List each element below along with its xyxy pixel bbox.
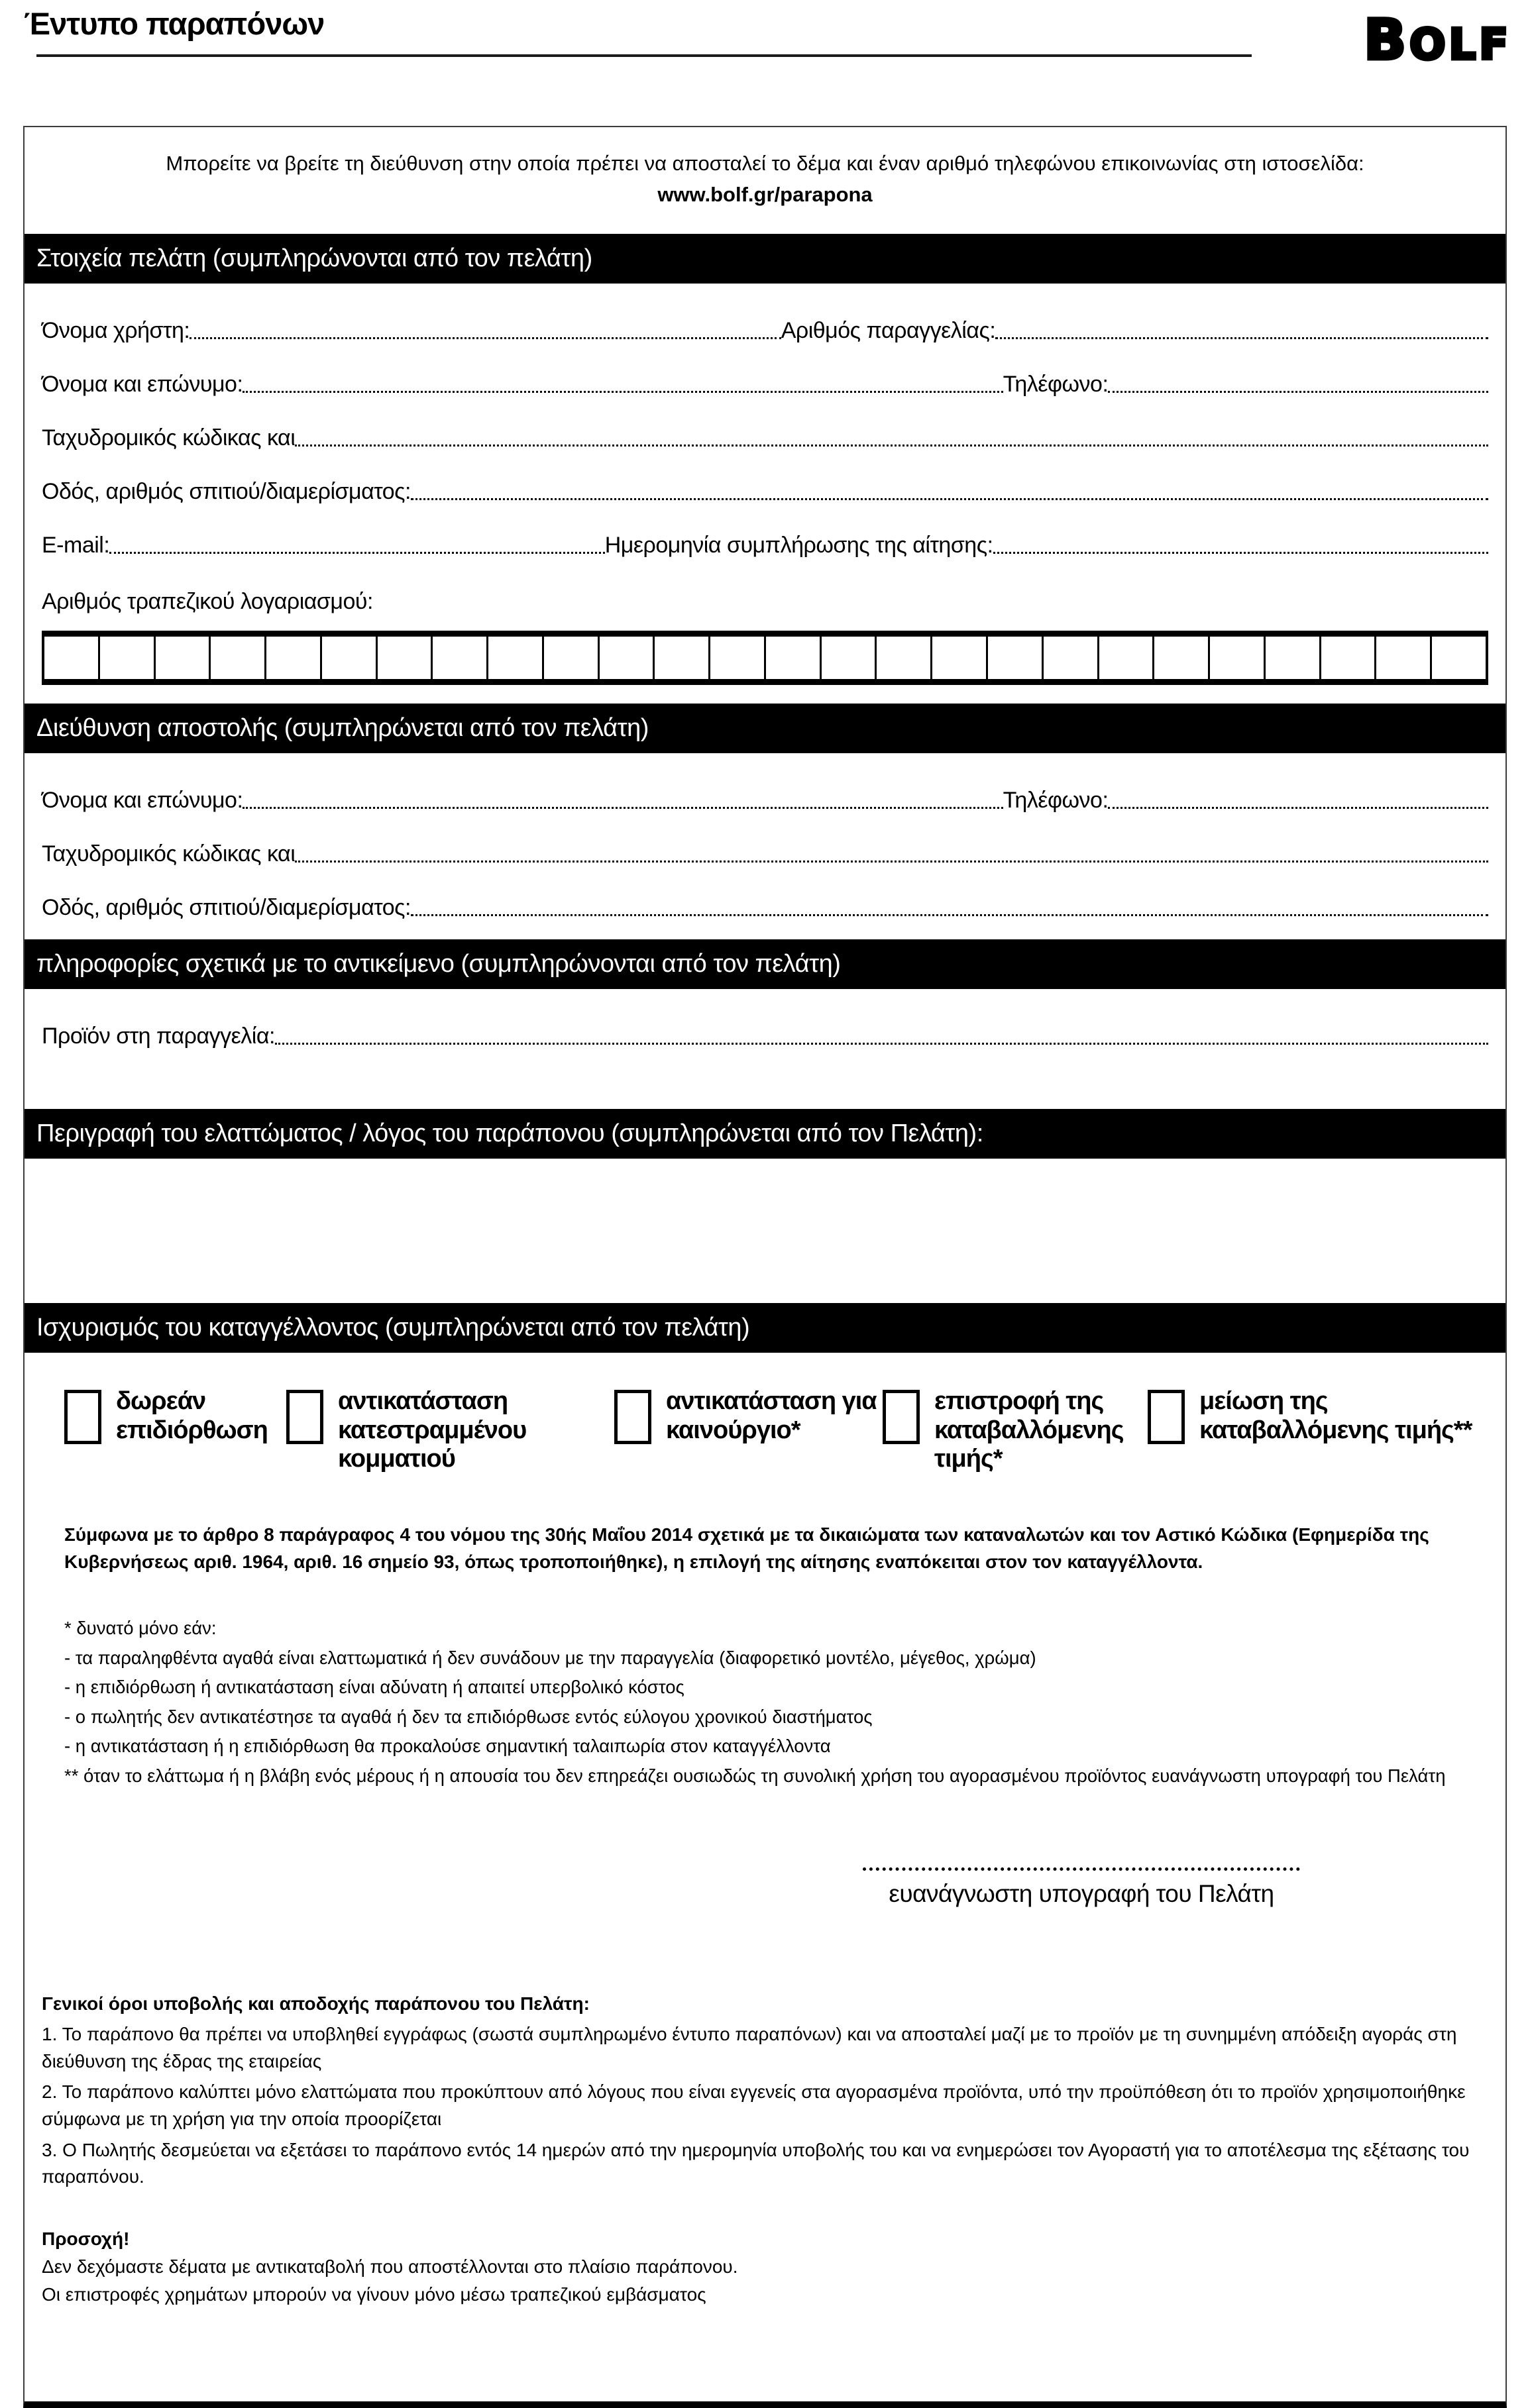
replace-damaged-checkbox[interactable] [286, 1390, 323, 1444]
row-email-date [42, 533, 1488, 558]
signature-line[interactable] [863, 1867, 1300, 1871]
bank-account-cell[interactable] [655, 637, 710, 679]
email-label: E-mail: [42, 533, 110, 558]
ship-phone-label: Τηλέφωνο: [1003, 788, 1109, 813]
footnote-line: - ο πωλητής δεν αντικατέστησε τα αγαθά ή δεν τα επιδιόρθωσε εντός εύλογου χρονικού διαστήματος [64, 1706, 873, 1727]
ship-street-label: Οδός, αριθμός σπιτιού/διαμερίσματος: [42, 895, 411, 920]
order-number-field-line[interactable] [995, 337, 1488, 339]
refund-label: επιστροφή της καταβαλλόμενης τιμής* [934, 1387, 1124, 1473]
section-header-claim: Ισχυρισμός του καταγγέλλοντος (συμπληρώνεται από τον πελάτη) [25, 1303, 1505, 1353]
username-field-line[interactable] [190, 337, 781, 339]
footnote-line: ** όταν το ελάττωμα ή η βλάβη ενός μέρους ή η απουσία του δεν επηρεάζει ουσιωδώς τη συνολική χρήση του αγορασμένου προϊόντος ευανάγνωστη υπογραφή του Πελάτη [64, 1765, 1446, 1786]
product-field-line[interactable] [275, 1043, 1488, 1045]
free-repair-checkbox[interactable] [64, 1390, 101, 1444]
page-header [0, 0, 1530, 99]
section-claim [25, 1353, 1505, 1791]
section-header-defect: Περιγραφή του ελαττώματος / λόγος του παράπονου (συμπληρώνεται από τον Πελάτη): [25, 1109, 1505, 1159]
bank-account-cell[interactable] [710, 637, 766, 679]
legal-note: Σύμφωνα με το άρθρο 8 παράγραφος 4 του νόμου της 30ής Μαΐου 2014 σχετικά με τα δικαιώματα των καταναλωτών και τον Αστικό Κώδικα (Εφημερίδα της Κυβερνήσεως αριθ. 1964, αριθ. 16 σημείο 93, όπως τροποποιήθηκε), η επιλογή της αίτησης εναπόκειται στον τον καταγγέλλοντα. [64, 1524, 1429, 1572]
section-header-customer: Στοιχεία πελάτη (συμπληρώνονται από τον πελάτη) [25, 234, 1505, 284]
replace-damaged-label: αντικατάσταση κατεστραμμένου κομματιού [338, 1387, 527, 1473]
attention-heading: Προσοχή! [42, 2228, 130, 2249]
section-customer [25, 284, 1505, 704]
phone-label: Τηλέφωνο: [1003, 372, 1109, 397]
claim-option-replace-new [614, 1387, 883, 1474]
bank-account-cell[interactable] [100, 637, 156, 679]
defect-description-area[interactable] [25, 1159, 1505, 1303]
row-name-phone [42, 372, 1488, 397]
street-label: Οδός, αριθμός σπιτιού/διαμερίσματος: [42, 479, 411, 504]
ship-fullname-label: Όνομα και επώνυμο: [42, 788, 243, 813]
signature-label: ευανάγνωστη υπογραφή του Πελάτη [889, 1879, 1274, 1907]
bank-account-cell[interactable] [932, 637, 988, 679]
general-terms [25, 1991, 1505, 2191]
terms-item: 2. Το παράπονο καλύπτει μόνο ελαττώματα που προκύπτουν από λόγους που είναι εγγενείς στα αγορασμένα προϊόντα, υπό την προϋπόθεση ότι το προϊόν χρησιμοποιήθηκε σύμφωνα με τη χρήση για την οποία προορίζεται [42, 2081, 1466, 2129]
bank-account-cell[interactable] [1376, 637, 1432, 679]
complaint-form [23, 126, 1507, 2408]
bank-account-cell[interactable] [877, 637, 932, 679]
row-ship-name-phone [42, 788, 1488, 813]
fullname-label: Όνομα και επώνυμο: [42, 372, 243, 397]
claim-option-price-reduction [1148, 1387, 1488, 1474]
bank-account-cell[interactable] [1210, 637, 1266, 679]
bank-account-cell[interactable] [488, 637, 544, 679]
bank-account-cell[interactable] [544, 637, 600, 679]
footnote-line: - τα παραληφθέντα αγαθά είναι ελαττωματικά ή δεν συνάδουν με την παραγγελία (διαφορετικό μοντέλο, μέγεθος, χρώμα) [64, 1647, 1036, 1668]
username-label: Όνομα χρήστη: [42, 318, 190, 343]
row-product [42, 1023, 1488, 1049]
footnote-line: - η αντικατάσταση ή η επιδιόρθωση θα προκαλούσε σημαντική ταλαιπωρία στον καταγγέλλοντα [64, 1736, 831, 1757]
claim-footnotes [64, 1614, 1488, 1791]
bank-account-cell[interactable] [988, 637, 1044, 679]
terms-item: 1. Το παράπονο θα πρέπει να υποβληθεί εγγράφως (σωστά συμπληρωμένο έντυπο παραπόνων) και να αποσταλεί μαζί με το προϊόν με τη συνημμένη απόδειξη αγοράς στη διεύθυνση της έδρας της εταιρείας [42, 2024, 1457, 2071]
claim-option-replace-damaged [286, 1387, 614, 1474]
fullname-field-line[interactable] [243, 391, 1003, 393]
attention-block [25, 2225, 1505, 2401]
bank-account-cell[interactable] [44, 637, 100, 679]
attention-line: Οι επιστροφές χρημάτων μπορούν να γίνουν μόνο μέσω τραπεζικού εμβάσματος [42, 2283, 706, 2305]
bank-account-cell[interactable] [156, 637, 211, 679]
bank-account-cell[interactable] [1432, 637, 1486, 679]
postcode-label: Ταχυδρομικός κώδικας και [42, 425, 296, 450]
section-header-shipping: Διεύθυνση αποστολής (συμπληρώνεται από τον πελάτη) [25, 704, 1505, 753]
intro-text: Μπορείτε να βρείτε τη διεύθυνση στην οποία πρέπει να αποσταλεί το δέμα και έναν αριθμό τηλεφώνου επικοινωνίας στη ιστοσελίδα: [166, 152, 1364, 175]
footnote-line: - η επιδιόρθωση ή αντικατάσταση είναι αδύνατη ή απαιτεί υπερβολικό κόστος [64, 1677, 684, 1698]
bank-account-cell[interactable] [600, 637, 655, 679]
bank-account-cell[interactable] [378, 637, 433, 679]
header-rule [36, 54, 1252, 57]
row-ship-postcode [42, 841, 1488, 867]
ship-postcode-label: Ταχυδρομικός κώδικας και [42, 841, 296, 866]
price-reduction-label: μείωση της καταβαλλόμενης τιμής** [1199, 1387, 1472, 1444]
bank-account-cell[interactable] [1154, 637, 1210, 679]
bolf-logo: BOLF [1364, 7, 1511, 72]
signature-block [856, 1867, 1307, 1908]
section-product [25, 989, 1505, 1109]
free-repair-label: δωρεάν επιδιόρθωση [116, 1387, 268, 1444]
row-ship-street [42, 895, 1488, 921]
ship-postcode-field-line[interactable] [295, 861, 1488, 863]
ship-phone-field-line[interactable] [1108, 807, 1488, 809]
bank-account-cell[interactable] [822, 637, 877, 679]
ship-fullname-field-line[interactable] [243, 807, 1003, 809]
postcode-field-line[interactable] [295, 445, 1488, 446]
product-label: Προϊόν στη παραγγελία: [42, 1023, 275, 1049]
attention-line: Δεν δεχόμαστε δέματα με αντικαταβολή που αποστέλλονται στο πλαίσιο παράπονου. [42, 2256, 738, 2277]
fill-date-label: Ημερομηνία συμπλήρωσης της αίτησης: [604, 533, 993, 558]
bank-account-cell[interactable] [322, 637, 378, 679]
terms-item: 3. Ο Πωλητής δεσμεύεται να εξετάσει το παράπονο εντός 14 ημερών από την ημερομηνία υποβολής του και να ενημερώσει τον Αγοραστή για το αποτέλεσμα της εξέτασης του παραπόνου. [42, 2139, 1470, 2187]
claim-options-row [64, 1387, 1488, 1474]
bank-account-cell[interactable] [433, 637, 488, 679]
terms-heading: Γενικοί όροι υποβολής και αποδοχής παράπονου του Πελάτη: [42, 1993, 590, 2014]
bank-account-grid[interactable] [42, 631, 1488, 685]
street-field-line[interactable] [411, 498, 1488, 500]
price-reduction-checkbox[interactable] [1148, 1390, 1185, 1444]
intro-note [25, 127, 1505, 234]
row-username-order [42, 318, 1488, 344]
email-field-line[interactable] [109, 552, 604, 554]
replace-new-label: αντικατάσταση για καινούργιο* [666, 1387, 877, 1444]
bank-account-cell[interactable] [266, 637, 322, 679]
bank-account-label: Αριθμός τραπεζικού λογαριασμού: [42, 589, 373, 614]
claim-option-free-repair [64, 1387, 286, 1474]
bank-account-cell[interactable] [1044, 637, 1099, 679]
replace-new-checkbox[interactable] [614, 1390, 651, 1444]
intro-url: www.bolf.gr/parapona [657, 182, 873, 206]
order-number-label: Αριθμός παραγγελίας: [781, 318, 996, 343]
claim-option-refund [883, 1387, 1148, 1474]
row-street [42, 479, 1488, 505]
page-title: Έντυπο παραπόνων [24, 6, 325, 41]
refund-checkbox[interactable] [883, 1390, 920, 1444]
bank-account-cell[interactable] [211, 637, 266, 679]
ship-street-field-line[interactable] [411, 914, 1488, 916]
bank-account-cell[interactable] [766, 637, 822, 679]
footnote-line: * δυνατό μόνο εάν: [64, 1618, 217, 1639]
bank-account-cell[interactable] [1099, 637, 1155, 679]
row-postcode [42, 425, 1488, 451]
fill-date-field-line[interactable] [993, 552, 1488, 554]
bank-account-cell[interactable] [1321, 637, 1377, 679]
section-shipping [25, 753, 1505, 939]
bank-account-cell[interactable] [1266, 637, 1321, 679]
section-header-product: πληροφορίες σχετικά με το αντικείμενο (συμπληρώνονται από τον πελάτη) [25, 939, 1505, 989]
phone-field-line[interactable] [1108, 391, 1488, 393]
